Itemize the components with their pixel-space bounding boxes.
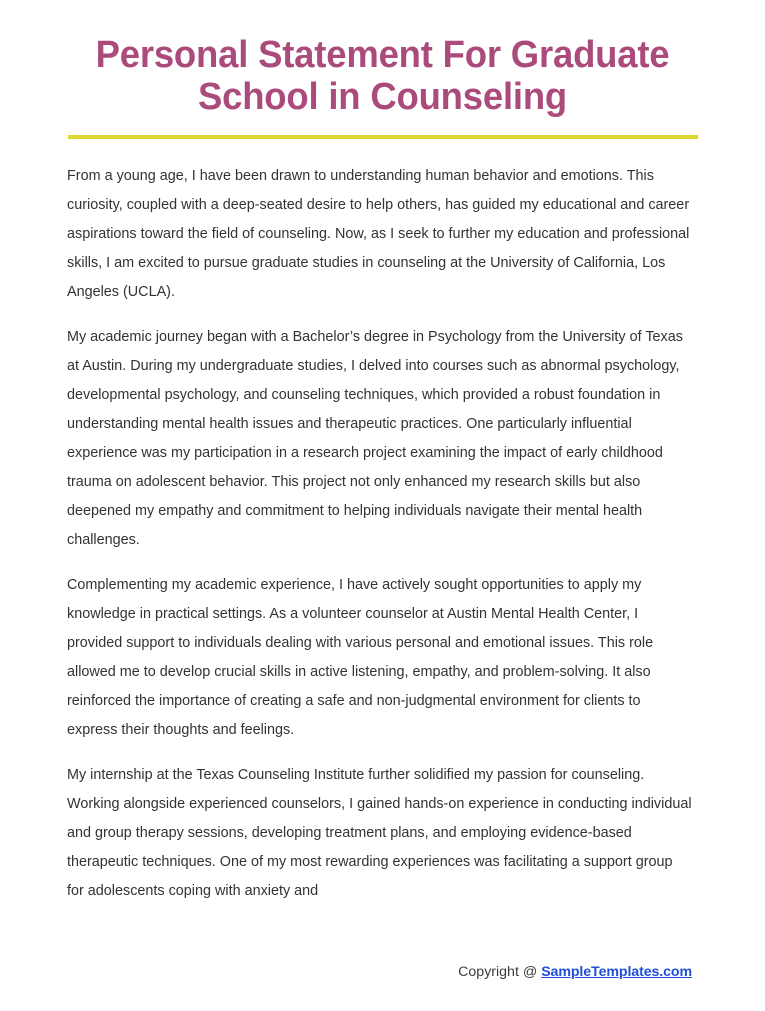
- body-paragraph: My academic journey began with a Bachelor’s degree in Psychology from the University of Texas at Austin. During my undergraduate studies, I delved into courses such as abnormal psychology, developmental psychology, and counseling techniques, which provided a robust foundation in understanding mental health issues and therapeutic practices. One particularly influential experience was my participation in a research project examining the impact of early childhood trauma on adolescent behavior. This project not only enhanced my research skills but also deepened my empathy and commitment to helping individuals navigate their mental health challenges.: [67, 329, 683, 548]
- title-divider: [68, 135, 698, 139]
- body-paragraph: From a young age, I have been drawn to understanding human behavior and emotions. This curiosity, coupled with a deep-seated desire to help others, has guided my educational and career aspirations toward the field of counseling. Now, as I seek to further my education and professional skills, I am excited to pursue graduate studies in counseling at the University of California, Los Angeles (UCLA).: [67, 168, 690, 300]
- page-title-line-1: Personal Statement For Graduate: [95, 34, 670, 76]
- body-paragraph: Complementing my academic experience, I have actively sought opportunities to apply my knowledge in practical settings. As a volunteer counselor at Austin Mental Health Center, I provided support to individuals dealing with various personal and emotional issues. This role allowed me to develop crucial skills in active listening, empathy, and problem-solving. It also reinforced the importance of creating a safe and non-judgmental environment for clients to express their thoughts and feelings.: [67, 577, 654, 738]
- document-body: [0, 162, 765, 906]
- page-title: [15, 0, 749, 118]
- copyright-text: Copyright @: [458, 964, 542, 980]
- page-title-line-2: School in Counseling: [197, 76, 568, 118]
- body-paragraph: My internship at the Texas Counseling Institute further solidified my passion for counseling. Working alongside experienced counselors, I gained hands-on experience in conducting individual and group therapy sessions, developing treatment plans, and employing evidence-based therapeutic techniques. One of my most rewarding experiences was facilitating a support group for adolescents coping with anxiety and: [67, 767, 692, 899]
- footer: [0, 963, 692, 981]
- sample-templates-link[interactable]: SampleTemplates.com: [541, 964, 692, 980]
